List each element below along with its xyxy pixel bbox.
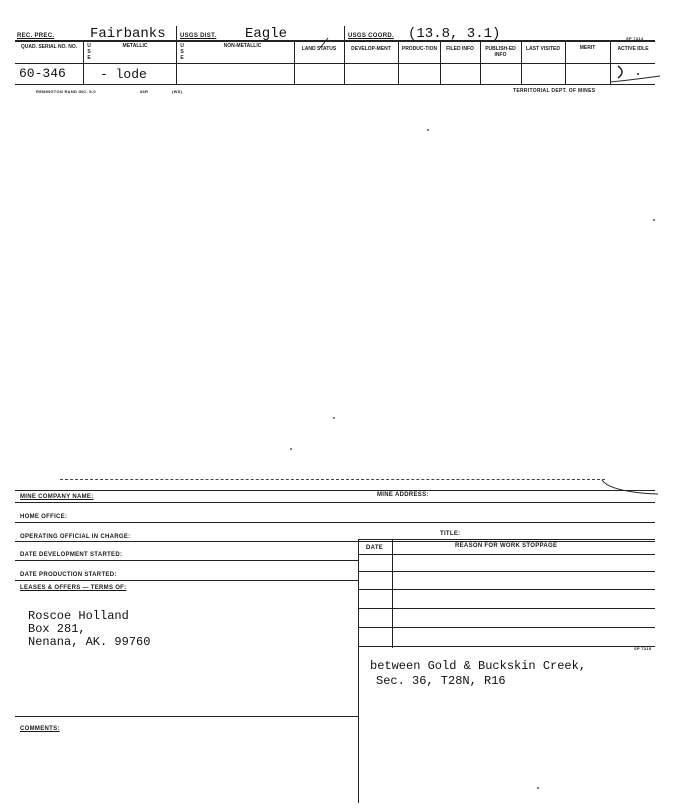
mine-company-name-label: MINE COMPANY NAME: <box>20 494 94 500</box>
table-row-rule <box>358 608 655 609</box>
metallic-header: METALLIC <box>122 43 148 49</box>
date-dev-started-label: DATE DEVELOPMENT STARTED: <box>20 552 123 558</box>
usgs-coord-label: USGS COORD. <box>348 33 394 39</box>
form-rule <box>15 716 358 717</box>
form-rule <box>15 560 358 561</box>
owner-line: Roscoe Holland <box>28 609 129 623</box>
col-divider <box>565 41 566 84</box>
scan-speck <box>653 219 655 221</box>
usgs-coord-value: (13.8, 3.1) <box>408 26 501 42</box>
form-rule <box>15 502 655 503</box>
column-divider <box>358 540 359 803</box>
non-metallic-header: NON-METALLIC <box>223 43 262 49</box>
usgs-dist-value: Eagle <box>245 26 288 42</box>
date-prod-started-label: DATE PRODUCTION STARTED: <box>20 572 117 578</box>
col-divider <box>344 26 345 84</box>
location-description <box>370 659 586 689</box>
location-line: between Gold & Buckskin Creek, <box>370 659 587 673</box>
home-office-label: HOME OFFICE: <box>20 514 68 520</box>
serial-value: 60-346 <box>19 66 66 81</box>
table-row-rule <box>358 627 655 628</box>
top-footer-left-2: 66R <box>140 89 149 94</box>
scan-speck <box>427 129 429 131</box>
mine-address-label: MINE ADDRESS: <box>377 492 429 498</box>
reason-column-label: REASON FOR WORK STOPPAGE <box>455 543 558 549</box>
date-column-label: DATE <box>366 545 384 551</box>
top-form-number: SP 7314 <box>626 36 644 41</box>
table-row-rule <box>358 571 655 572</box>
development-header: DEVELOP-MENT <box>351 46 391 52</box>
pencil-mark <box>600 62 670 90</box>
location-line: Sec. 36, T28N, R16 <box>376 674 506 688</box>
pencil-mark <box>318 36 334 52</box>
quad-serial-header: QUAD. SERIAL NO. NO. <box>20 44 78 50</box>
column-header-rule <box>15 63 655 64</box>
card-top-edge <box>60 479 605 480</box>
bottom-form-number: SP 7315 <box>634 646 652 651</box>
top-footer-left: REMINGTON RAND INC. 5-0 <box>36 89 96 94</box>
land-status-header: LAND STATUS <box>301 46 337 52</box>
form-rule <box>15 490 655 491</box>
form-rule <box>15 522 655 523</box>
published-info-header: PUBLISH-ED INFO <box>485 46 516 58</box>
use-code-metallic: U S E <box>87 43 91 61</box>
comments-label: COMMENTS: <box>20 726 60 732</box>
table-row-rule <box>358 554 655 555</box>
col-divider <box>440 41 441 84</box>
last-visited-header: LAST VISITED <box>526 46 560 52</box>
table-row-rule <box>358 589 655 590</box>
production-header: PRODUC-TION <box>401 46 438 52</box>
owner-address <box>28 610 150 649</box>
col-divider <box>521 41 522 84</box>
card-corner-curl <box>600 478 660 498</box>
scan-speck <box>333 417 335 419</box>
rec-prec-value: Fairbanks <box>90 26 166 42</box>
owner-line: Box 281, <box>28 622 86 636</box>
active-idle-header: ACTIVE IDLE <box>617 46 649 52</box>
top-footer-right: TERRITORIAL DEPT. OF MINES <box>513 88 596 94</box>
row-bottom-rule <box>15 84 655 85</box>
table-row-rule <box>358 646 655 647</box>
col-divider <box>480 41 481 84</box>
col-divider <box>398 41 399 84</box>
col-divider <box>176 26 177 84</box>
filed-info-header: FILED INFO <box>446 46 474 52</box>
scan-speck <box>537 787 539 789</box>
owner-line: Nenana, AK. 99760 <box>28 635 151 649</box>
merit-header: MERIT <box>579 45 596 51</box>
rec-prec-label: REC. PREC. <box>17 33 55 39</box>
usgs-dist-label: USGS DIST. <box>180 33 217 39</box>
form-rule <box>15 580 358 581</box>
use-code-nonmetallic: U S E <box>180 43 184 61</box>
leases-label: LEASES & OFFERS — TERMS OF: <box>20 585 127 591</box>
form-rule <box>358 539 655 540</box>
top-footer-left-3: (WS) <box>172 89 183 94</box>
operating-official-label: OPERATING OFFICIAL IN CHARGE: <box>20 534 131 540</box>
col-divider <box>83 41 84 84</box>
column-divider <box>392 540 393 648</box>
col-divider <box>294 41 295 84</box>
metallic-value: - lode <box>100 67 147 82</box>
form-rule <box>15 541 655 542</box>
title-label: TITLE: <box>440 531 461 537</box>
header-rule <box>15 40 655 42</box>
scan-speck <box>290 448 292 450</box>
